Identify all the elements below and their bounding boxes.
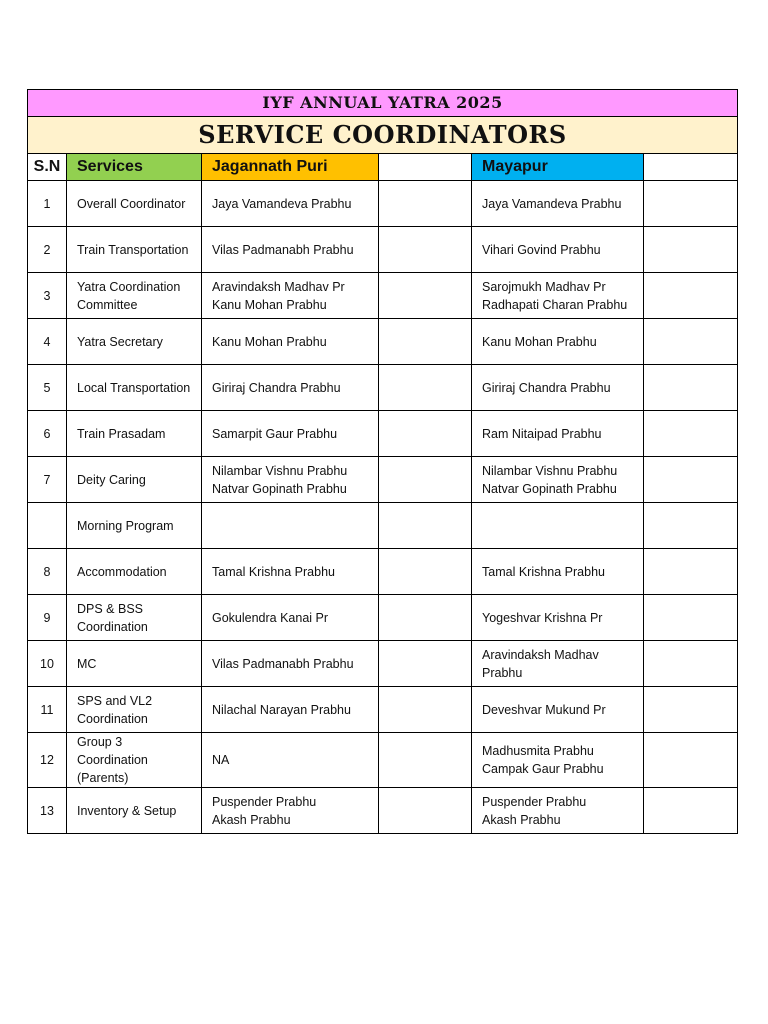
serial-number: 13	[28, 788, 67, 834]
cell-text-line: Yatra Secretary	[77, 334, 163, 349]
mayapur-cell	[472, 411, 644, 457]
jagannath-puri-cell	[202, 641, 379, 687]
mayapur-extra-cell	[644, 641, 738, 687]
puri-extra-cell	[379, 641, 472, 687]
document-title: IYF ANNUAL YATRA 2025	[28, 90, 738, 117]
mayapur-extra-cell	[644, 273, 738, 319]
jagannath-puri-cell	[202, 788, 379, 834]
cell-text-line: Yogeshvar Krishna Pr	[482, 610, 603, 625]
mayapur-cell	[472, 457, 644, 503]
mayapur-extra-cell	[644, 687, 738, 733]
cell-text-line: Tamal Krishna Prabhu	[482, 564, 605, 579]
mayapur-extra-cell	[644, 457, 738, 503]
service-cell	[67, 457, 202, 503]
service-cell	[67, 503, 202, 549]
puri-extra-cell	[379, 365, 472, 411]
serial-number: 7	[28, 457, 67, 503]
mayapur-cell	[472, 227, 644, 273]
puri-extra-cell	[379, 549, 472, 595]
table-row	[28, 687, 738, 733]
mayapur-extra-cell	[644, 319, 738, 365]
jagannath-puri-cell	[202, 733, 379, 788]
mayapur-cell	[472, 641, 644, 687]
table-row	[28, 181, 738, 227]
cell-text-line: Train Prasadam	[77, 426, 166, 441]
header-puri-extra	[379, 154, 472, 181]
cell-text-line: Gokulendra Kanai Pr	[212, 610, 329, 625]
mayapur-extra-cell	[644, 503, 738, 549]
serial-number: 3	[28, 273, 67, 319]
mayapur-extra-cell	[644, 595, 738, 641]
cell-text-line: Giriraj Chandra Prabhu	[482, 380, 611, 395]
mayapur-extra-cell	[644, 788, 738, 834]
puri-extra-cell	[379, 273, 472, 319]
puri-extra-cell	[379, 319, 472, 365]
cell-text-line: Natvar Gopinath Prabhu	[482, 481, 617, 496]
puri-extra-cell	[379, 181, 472, 227]
jagannath-puri-cell	[202, 411, 379, 457]
jagannath-puri-cell	[202, 595, 379, 641]
cell-text-line: Aravindaksh Madhav Pr	[212, 279, 345, 294]
table-row	[28, 227, 738, 273]
cell-text-line: Kanu Mohan Prabhu	[212, 334, 327, 349]
cell-text-line: Jaya Vamandeva Prabhu	[482, 196, 622, 211]
table-row	[28, 503, 738, 549]
header-services: Services	[67, 154, 202, 181]
cell-text-line: Inventory & Setup	[77, 803, 177, 818]
cell-text-line: Nilambar Vishnu Prabhu	[212, 463, 348, 478]
cell-text-line: Committee	[77, 297, 138, 312]
puri-extra-cell	[379, 687, 472, 733]
cell-text-line: Akash Prabhu	[482, 812, 561, 827]
header-row	[28, 154, 738, 181]
table-row	[28, 641, 738, 687]
cell-text-line: Campak Gaur Prabhu	[482, 762, 604, 776]
table-row	[28, 319, 738, 365]
cell-text-line: Group 3	[77, 735, 123, 749]
puri-extra-cell	[379, 411, 472, 457]
cell-text-line: Yatra Coordination	[77, 279, 181, 294]
cell-text-line: Tamal Krishna Prabhu	[212, 564, 335, 579]
mayapur-extra-cell	[644, 733, 738, 788]
service-cell	[67, 411, 202, 457]
mayapur-cell	[472, 595, 644, 641]
cell-text-line: Ram Nitaipad Prabhu	[482, 426, 602, 441]
serial-number: 6	[28, 411, 67, 457]
table-row	[28, 273, 738, 319]
jagannath-puri-cell	[202, 273, 379, 319]
puri-extra-cell	[379, 227, 472, 273]
cell-text-line: DPS & BSS	[77, 601, 143, 616]
puri-extra-cell	[379, 788, 472, 834]
puri-extra-cell	[379, 457, 472, 503]
cell-text-line: SPS and VL2	[77, 693, 153, 708]
cell-text-line: Prabhu	[482, 665, 523, 680]
service-cell	[67, 273, 202, 319]
jagannath-puri-cell	[202, 687, 379, 733]
mayapur-cell	[472, 687, 644, 733]
header-sn: S.N	[28, 154, 67, 181]
cell-text-line: Deity Caring	[77, 472, 146, 487]
jagannath-puri-cell	[202, 227, 379, 273]
cell-text-line: Vilas Padmanabh Prabhu	[212, 242, 354, 257]
mayapur-cell	[472, 365, 644, 411]
table-row	[28, 365, 738, 411]
cell-text-line: NA	[212, 753, 230, 767]
mayapur-cell	[472, 181, 644, 227]
table-row	[28, 457, 738, 503]
mayapur-extra-cell	[644, 549, 738, 595]
serial-number: 4	[28, 319, 67, 365]
serial-number: 5	[28, 365, 67, 411]
cell-text-line: Jaya Vamandeva Prabhu	[212, 196, 352, 211]
serial-number: 2	[28, 227, 67, 273]
cell-text-line: Puspender Prabhu	[212, 794, 317, 809]
cell-text-line: Train Transportation	[77, 242, 189, 257]
jagannath-puri-cell	[202, 181, 379, 227]
service-cell	[67, 319, 202, 365]
service-cell	[67, 365, 202, 411]
coordinators-table	[27, 89, 738, 834]
cell-text-line: Kanu Mohan Prabhu	[482, 334, 597, 349]
cell-text-line: Nilachal Narayan Prabhu	[212, 702, 351, 717]
serial-number: 10	[28, 641, 67, 687]
mayapur-extra-cell	[644, 411, 738, 457]
service-cell	[67, 181, 202, 227]
mayapur-cell	[472, 273, 644, 319]
mayapur-cell	[472, 319, 644, 365]
cell-text-line: Akash Prabhu	[212, 812, 291, 827]
jagannath-puri-cell	[202, 503, 379, 549]
mayapur-extra-cell	[644, 365, 738, 411]
jagannath-puri-cell	[202, 549, 379, 595]
serial-number	[28, 503, 67, 549]
service-cell	[67, 788, 202, 834]
header-jagannath-puri: Jagannath Puri	[202, 154, 379, 181]
serial-number: 1	[28, 181, 67, 227]
cell-text-line: Morning Program	[77, 518, 174, 533]
header-mayapur: Mayapur	[472, 154, 644, 181]
cell-text-line: MC	[77, 656, 97, 671]
table-row	[28, 595, 738, 641]
puri-extra-cell	[379, 595, 472, 641]
mayapur-extra-cell	[644, 181, 738, 227]
cell-text-line: Natvar Gopinath Prabhu	[212, 481, 347, 496]
cell-text-line: Giriraj Chandra Prabhu	[212, 380, 341, 395]
service-cell	[67, 227, 202, 273]
service-cell	[67, 687, 202, 733]
jagannath-puri-cell	[202, 457, 379, 503]
table-row	[28, 411, 738, 457]
serial-number: 8	[28, 549, 67, 595]
cell-text-line: Nilambar Vishnu Prabhu	[482, 463, 618, 478]
cell-text-line: Vihari Govind Prabhu	[482, 242, 601, 257]
cell-text-line: Local Transportation	[77, 380, 191, 395]
mayapur-extra-cell	[644, 227, 738, 273]
cell-text-line: Sarojmukh Madhav Pr	[482, 279, 606, 294]
cell-text-line: Madhusmita Prabhu	[482, 744, 594, 758]
table-row	[28, 549, 738, 595]
table-row	[28, 733, 738, 788]
puri-extra-cell	[379, 503, 472, 549]
subtitle-row	[28, 117, 738, 154]
service-cell	[67, 595, 202, 641]
jagannath-puri-cell	[202, 365, 379, 411]
table-row	[28, 788, 738, 834]
cell-text-line: Aravindaksh Madhav	[482, 647, 599, 662]
cell-text-line: Deveshvar Mukund Pr	[482, 702, 606, 717]
cell-text-line: Overall Coordinator	[77, 196, 186, 211]
cell-text-line: (Parents)	[77, 771, 129, 785]
service-cell	[67, 549, 202, 595]
jagannath-puri-cell	[202, 319, 379, 365]
cell-text-line: Coordination	[77, 619, 148, 634]
cell-text-line: Samarpit Gaur Prabhu	[212, 426, 338, 441]
cell-text-line: Coordination	[77, 711, 148, 726]
cell-text-line: Kanu Mohan Prabhu	[212, 297, 327, 312]
cell-text-line: Coordination	[77, 753, 148, 767]
cell-text-line: Accommodation	[77, 564, 167, 579]
serial-number: 9	[28, 595, 67, 641]
cell-text-line: Radhapati Charan Prabhu	[482, 297, 628, 312]
title-row	[28, 90, 738, 117]
service-cell	[67, 733, 202, 788]
service-cell	[67, 641, 202, 687]
mayapur-cell	[472, 733, 644, 788]
header-mayapur-extra	[644, 154, 738, 181]
serial-number: 11	[28, 687, 67, 733]
document-subtitle: SERVICE COORDINATORS	[28, 117, 738, 154]
cell-text-line: Vilas Padmanabh Prabhu	[212, 656, 354, 671]
mayapur-cell	[472, 503, 644, 549]
mayapur-cell	[472, 788, 644, 834]
serial-number: 12	[28, 733, 67, 788]
service-coordinators-sheet	[27, 89, 737, 834]
mayapur-cell	[472, 549, 644, 595]
puri-extra-cell	[379, 733, 472, 788]
cell-text-line: Puspender Prabhu	[482, 794, 587, 809]
